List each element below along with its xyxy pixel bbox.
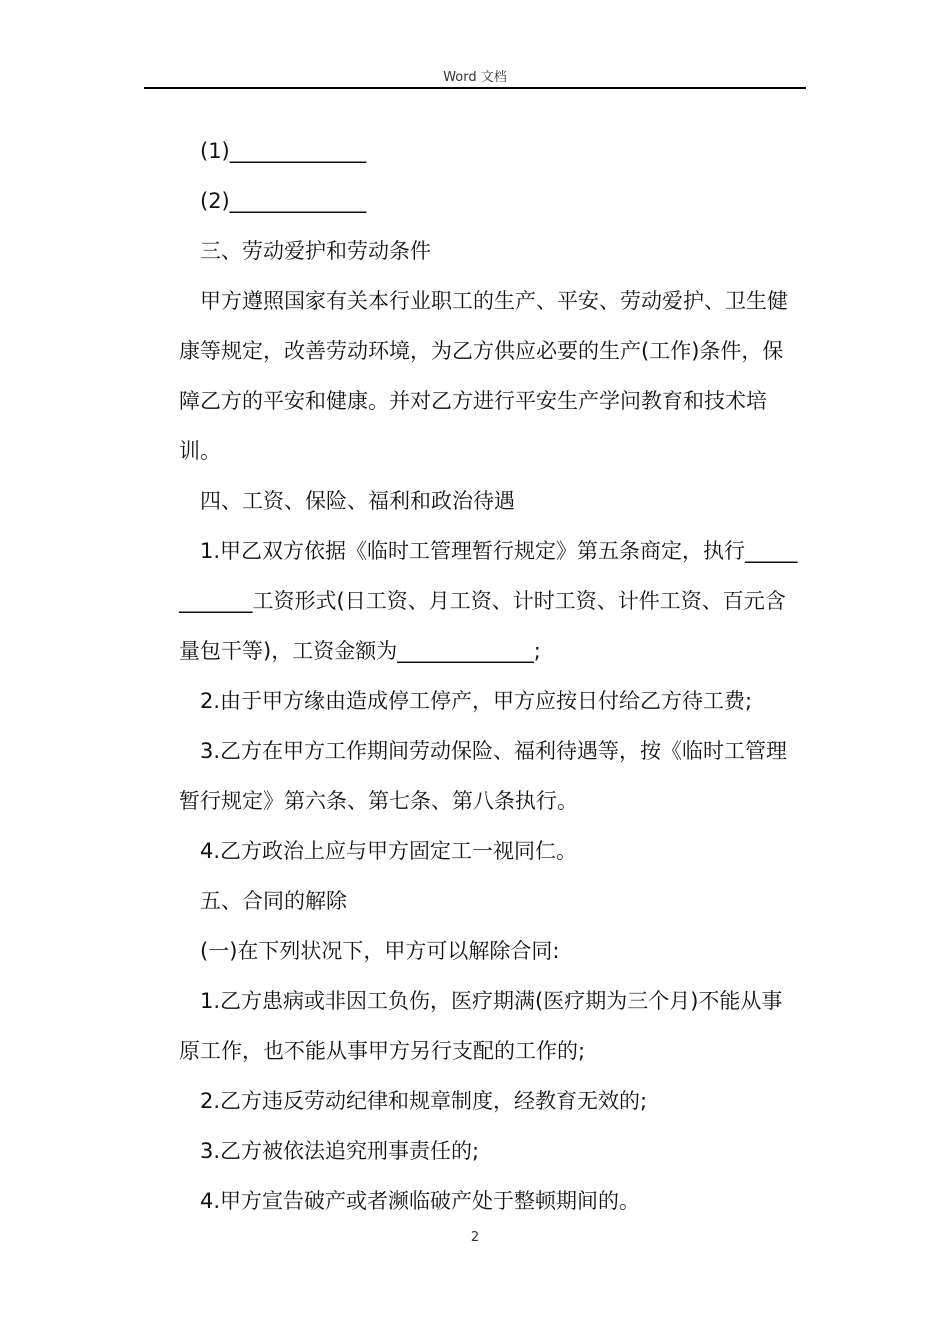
paragraph: 3.乙方在甲方工作期间劳动保险、福利待遇等，按《临时工管理暂行规定》第六条、第七条、第八条执行。 xyxy=(179,739,788,813)
paragraph: 1.乙方患病或非因工负伤，医疗期满(医疗期为三个月)不能从事原工作，也不能从事甲方另行支配的工作的; xyxy=(179,989,783,1063)
paragraph: 1.甲乙双方依据《临时工管理暂行规定》第五条商定，执行____________工资形式(日工资、月工资、计时工资、计件工资、百元含量包干等)，工资金额为_____________; xyxy=(179,539,798,663)
section-heading: 四、工资、保险、福利和政治待遇 xyxy=(200,489,515,513)
paragraph: (1)_____________ xyxy=(200,139,367,163)
header-divider xyxy=(144,87,806,89)
paragraph: (2)_____________ xyxy=(200,189,367,213)
page-header: Word 文档 xyxy=(443,70,507,85)
paragraph: 2.由于甲方缘由造成停工停产，甲方应按日付给乙方待工费; xyxy=(200,689,753,713)
section-heading: 三、劳动爱护和劳动条件 xyxy=(200,239,431,263)
page-number: 2 xyxy=(470,1230,480,1245)
document-body xyxy=(179,126,801,1226)
paragraph: (一)在下列状况下，甲方可以解除合同: xyxy=(200,939,560,963)
paragraph: 4.乙方政治上应与甲方固定工一视同仁。 xyxy=(200,839,578,863)
paragraph: 4.甲方宣告破产或者濒临破产处于整顿期间的。 xyxy=(200,1189,641,1213)
paragraph: 2.乙方违反劳动纪律和规章制度，经教育无效的; xyxy=(200,1089,648,1113)
paragraph: 甲方遵照国家有关本行业职工的生产、平安、劳动爱护、卫生健康等规定，改善劳动环境，为乙方供应必要的生产(工作)条件，保障乙方的平安和健康。并对乙方进行平安生产学问教育和技术培训。 xyxy=(179,289,788,463)
paragraph: 3.乙方被依法追究刑事责任的; xyxy=(200,1139,480,1163)
section-heading: 五、合同的解除 xyxy=(200,889,347,913)
